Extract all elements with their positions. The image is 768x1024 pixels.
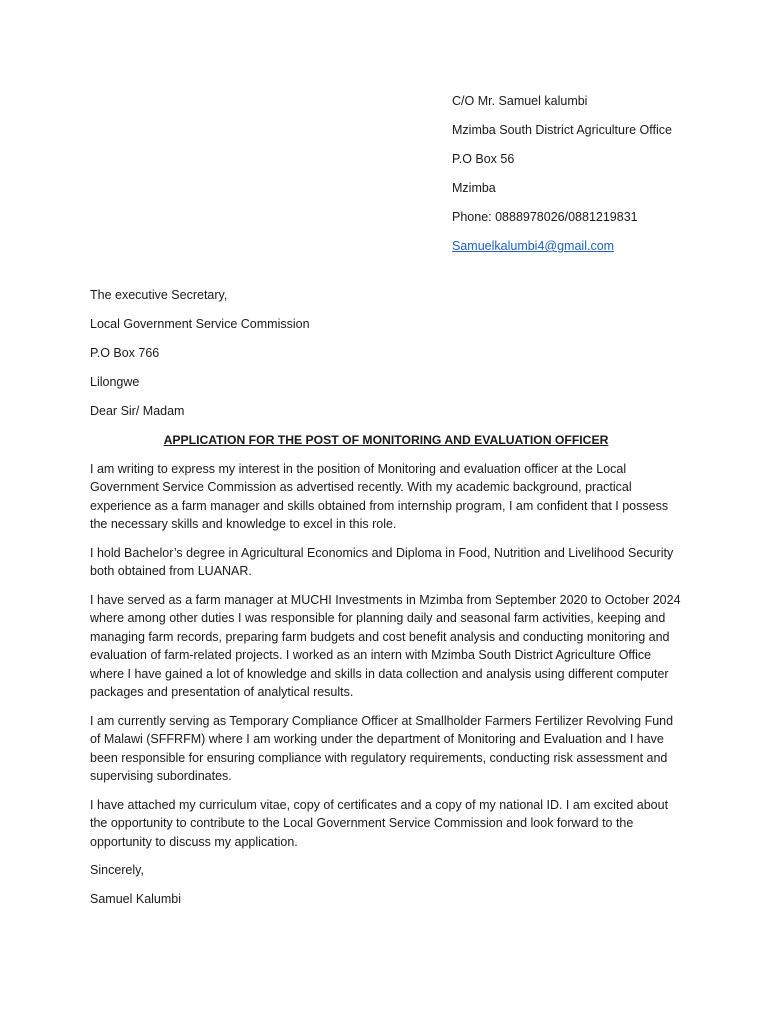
closing-block [90,861,682,909]
sender-town: Mzimba [452,181,496,195]
letter-body [90,431,682,919]
letter-subject: APPLICATION FOR THE POST OF MONITORING AND EVALUATION OFFICER [163,433,609,447]
body-paragraph-intro: I am writing to express my interest in the position of Monitoring and evaluation officer at the Local Government Service Commission as advertised recently. With my academic background, practical experience as a farm manager and skills obtained from internship program, I am confident that I possess the necessary skills and knowledge to excel in this role. [90,461,669,531]
valediction: Sincerely, [90,863,144,877]
sender-address-block [452,92,682,266]
recipient-title: The executive Secretary, [90,288,228,302]
body-paragraph-experience: I have served as a farm manager at MUCHI Investments in Mzimba from September 2020 to October 2024 where among other duties I was responsible for planning daily and seasonal farm activities, keeping and managing farm records, preparing farm budgets and cost benefit analysis and conducting monitoring and evaluation of farm-related projects. I worked as an intern with Mzimba South District Agriculture Office where I have gained a lot of knowledge and skills in data collection and analysis using different computer packages and presentation of analytical results. [90,592,681,699]
sender-email-link[interactable]: Samuelkalumbi4@gmail.com [452,239,615,253]
recipient-address-block [90,286,390,431]
recipient-organization: Local Government Service Commission [90,317,310,331]
salutation: Dear Sir/ Madam [90,404,185,418]
recipient-po-box: P.O Box 766 [90,346,160,360]
signature-name: Samuel Kalumbi [90,892,182,906]
body-paragraph-education: I hold Bachelor’s degree in Agricultural Economics and Diploma in Food, Nutrition and Livelihood Security both obtained from LUANAR. [90,545,674,578]
sender-care-of: C/O Mr. Samuel kalumbi [452,94,588,108]
sender-office: Mzimba South District Agriculture Office [452,123,672,137]
body-paragraph-attachments: I have attached my curriculum vitae, copy of certificates and a copy of my national ID. I am excited about the opportunity to contribute to the Local Government Service Commission and look forward to the opportunity to discuss my application. [90,797,669,849]
sender-po-box: P.O Box 56 [452,152,515,166]
body-paragraph-current-role: I am currently serving as Temporary Compliance Officer at Smallholder Farmers Fertilizer Revolving Fund of Malawi (SFFRFM) where I am working under the department of Monitoring and Evaluation and I have been responsible for ensuring compliance with regulatory requirements, conducting risk assessment and supervising subordinates. [90,713,674,783]
sender-phone: Phone: 0888978026/0881219831 [452,210,638,224]
recipient-city: Lilongwe [90,375,140,389]
